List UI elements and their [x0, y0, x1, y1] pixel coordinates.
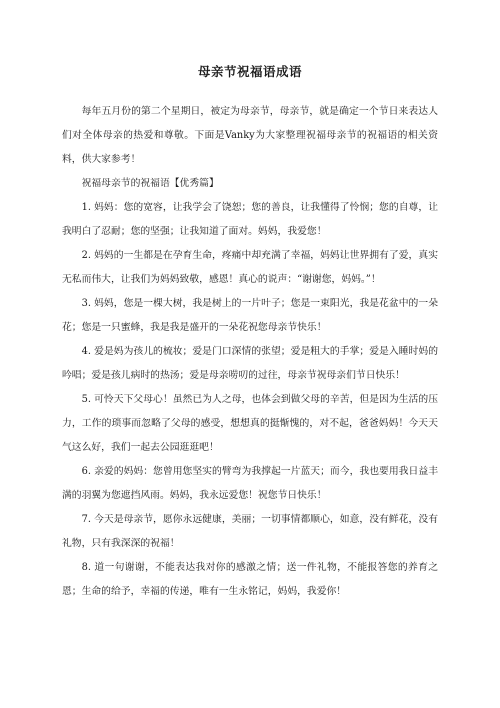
blessing-item: 4. 爱是妈为孩儿的梳妆；爱是门口深情的张望；爱是粗大的手掌；爱是入睡时妈的吟唱；爱是孩儿病时的热汤；爱是母亲唠叨的过往，母亲节祝母亲们节日快乐！ [62, 346, 438, 381]
blessing-item: 5. 可怜天下父母心！虽然已为人之母，也体会到做父母的辛苦，但是因为生活的压力，工作的琐事而忽略了父母的感受，想想真的挺惭愧的，对不起，爸爸妈妈！今天天气这么好，我们一起去公园逛逛吧！ [62, 394, 438, 453]
intro-paragraph: 每年五月份的第二个星期日，被定为母亲节，母亲节，就是确定一个节日来表达人们对全体母亲的热爱和尊敬。下面是Vanky为大家整理祝福母亲节的祝福语的相关资料，供大家参考！ [62, 106, 438, 165]
blessing-item: 6. 亲爱的妈妈：您曾用您坚实的臂弯为我撑起一片蓝天；而今，我也要用我日益丰满的羽翼为您遮挡风雨。妈妈，我永远爱您！祝您节日快乐！ [62, 466, 438, 501]
blessing-item: 2. 妈妈的一生都是在孕育生命，疼痛中却充满了幸福，妈妈让世界拥有了爱，真实无私而伟大，让我们为妈妈致敬，感恩！真心的说声：“谢谢您，妈妈。”！ [62, 250, 438, 285]
blessing-item: 3. 妈妈，您是一棵大树，我是树上的一片叶子；您是一束阳光，我是花盆中的一朵花；您是一只蜜蜂，我是我是盛开的一朵花祝您母亲节快乐！ [62, 298, 438, 333]
section-heading: 祝福母亲节的祝福语【优秀篇】 [81, 178, 219, 189]
blessing-item: 7. 今天是母亲节，愿你永远健康，美丽；一切事情都顺心，如意，没有鲜花，没有礼物，只有我深深的祝福！ [62, 514, 438, 549]
blessing-item: 1. 妈妈：您的宽容，让我学会了饶恕；您的善良，让我懂得了怜悯；您的自尊，让我明白了忍耐；您的坚强；让我知道了面对。妈妈，我爱您！ [62, 202, 438, 237]
blessing-item: 8. 道一句谢谢，不能表达我对你的感激之情；送一件礼物，不能报答您的养育之恩；生命的给予，幸福的传递，唯有一生永铭记，妈妈，我爱你！ [62, 562, 438, 597]
document-title: 母亲节祝福语成语 [197, 64, 302, 79]
